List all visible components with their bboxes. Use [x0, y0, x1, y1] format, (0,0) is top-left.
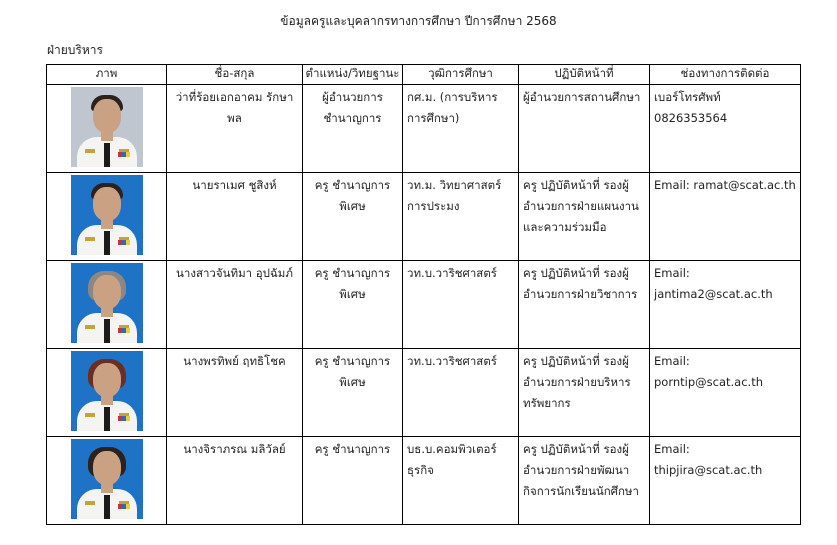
header-name: ชื่อ-สกุล [167, 65, 303, 85]
portrait-photo [71, 439, 143, 519]
table-row [47, 261, 801, 349]
header-photo: ภาพ [47, 65, 167, 85]
education-cell: วท.ม. วิทยาศาสตร์การประมง [403, 173, 519, 261]
contact-cell: Email: jantima2@scat.ac.th [650, 261, 801, 349]
contact-cell: เบอร์โทรศัพท์ 0826353564 [650, 85, 801, 173]
table-row [47, 173, 801, 261]
duty-cell: ครู ปฏิบัติหน้าที่ รองผู้อำนวยการฝ่ายบริหารทรัพยากร [519, 349, 650, 437]
table-header-row [47, 65, 801, 85]
education-cell: วท.บ.วาริชศาสตร์ [403, 349, 519, 437]
photo-cell [47, 349, 167, 437]
contact-cell: Email: thipjira@scat.ac.th [650, 437, 801, 525]
position-cell: ครู ชำนาญการพิเศษ [303, 261, 403, 349]
duty-cell: ครู ปฏิบัติหน้าที่ รองผู้อำนวยการฝ่ายพัฒนากิจการนักเรียนนักศึกษา [519, 437, 650, 525]
table-row [47, 349, 801, 437]
contact-cell: Email: porntip@scat.ac.th [650, 349, 801, 437]
name-cell: นางจิราภรณ มลิวัลย์ [167, 437, 303, 525]
duty-cell: ผู้อำนวยการสถานศึกษา [519, 85, 650, 173]
name-cell: ว่าที่ร้อยเอกอาคม รักษาพล [167, 85, 303, 173]
position-cell: ครู ชำนาญการ [303, 437, 403, 525]
header-position: ตำแหน่ง/วิทยฐานะ [303, 65, 403, 85]
name-cell: นางสาวจันทิมา อุปฉัมภ์ [167, 261, 303, 349]
duty-cell: ครู ปฏิบัติหน้าที่ รองผู้อำนวยการฝ่ายวิชาการ [519, 261, 650, 349]
contact-cell: Email: ramat@scat.ac.th [650, 173, 801, 261]
position-cell: ครู ชำนาญการพิเศษ [303, 173, 403, 261]
duty-cell: ครู ปฏิบัติหน้าที่ รองผู้อำนวยการฝ่ายแผนงานและความร่วมมือ [519, 173, 650, 261]
document-title: ข้อมูลครูและบุคลากรทางการศึกษา ปีการศึกษา 2568 [280, 14, 557, 28]
education-cell: วท.บ.วาริชศาสตร์ [403, 261, 519, 349]
photo-cell [47, 437, 167, 525]
header-contact: ช่องทางการติดต่อ [650, 65, 801, 85]
portrait-photo [71, 263, 143, 343]
portrait-photo [71, 87, 143, 167]
name-cell: นายราเมศ ชูสิงห์ [167, 173, 303, 261]
section-heading: ฝ่ายบริหาร [47, 43, 103, 57]
header-education: วุฒิการศึกษา [403, 65, 519, 85]
education-cell: กศ.ม. (การบริหารการศึกษา) [403, 85, 519, 173]
photo-cell [47, 261, 167, 349]
position-cell: ผู้อำนวยการชำนาญการ [303, 85, 403, 173]
education-cell: บธ.บ.คอมพิวเตอร์ธุรกิจ [403, 437, 519, 525]
name-cell: นางพรทิพย์ ฤทธิโชค [167, 349, 303, 437]
photo-cell [47, 85, 167, 173]
position-cell: ครู ชำนาญการพิเศษ [303, 349, 403, 437]
table-row [47, 85, 801, 173]
table-row [47, 437, 801, 525]
portrait-photo [71, 175, 143, 255]
photo-cell [47, 173, 167, 261]
portrait-photo [71, 351, 143, 431]
header-duty: ปฏิบัติหน้าที่ [519, 65, 650, 85]
staff-table [46, 64, 801, 525]
